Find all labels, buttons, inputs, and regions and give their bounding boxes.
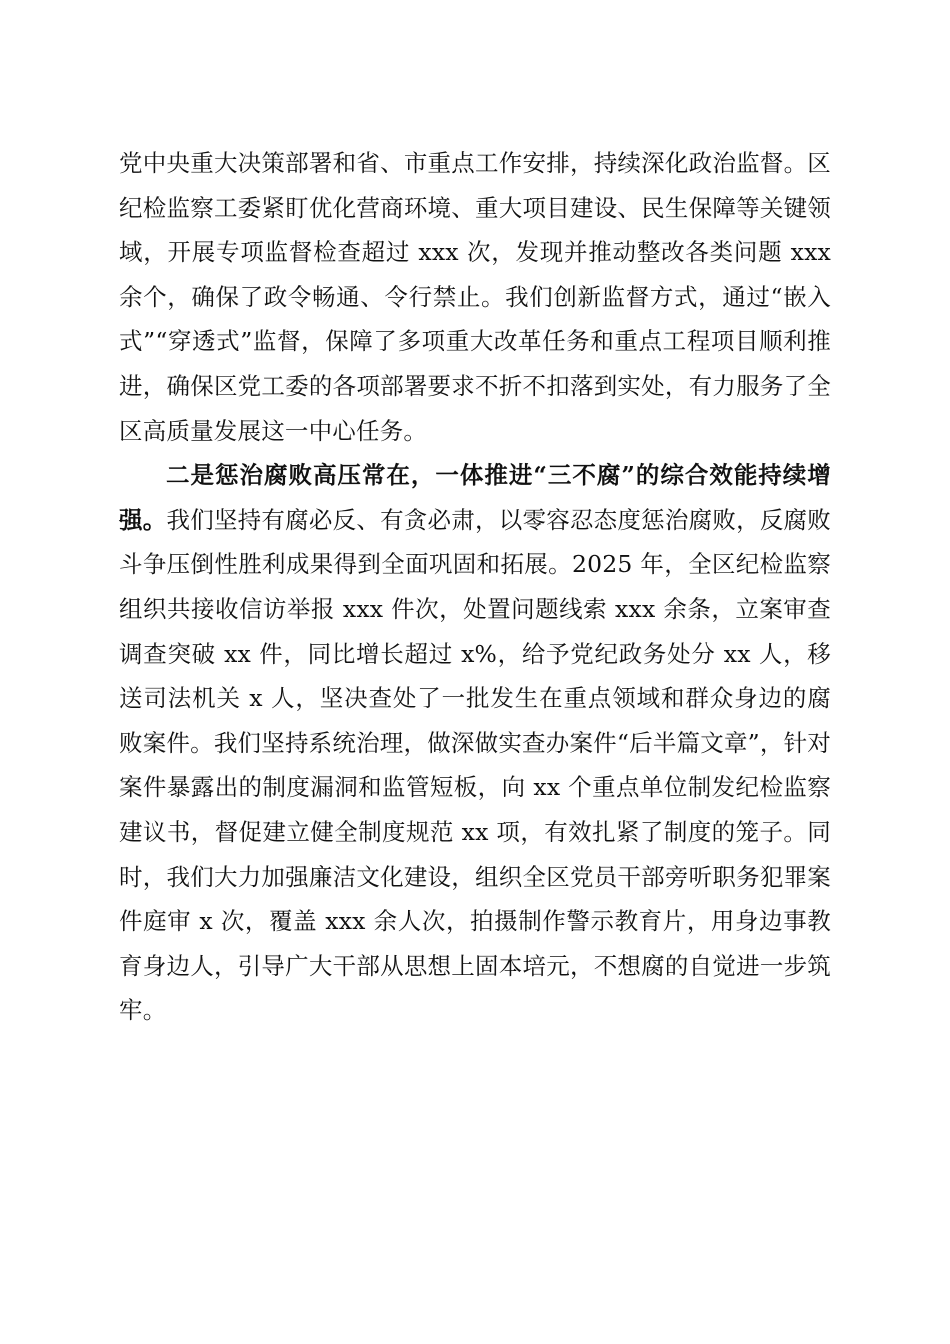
paragraph-political-supervision	[119, 141, 831, 453]
document-body	[119, 141, 831, 1033]
paragraph-anti-corruption	[119, 453, 831, 1033]
paragraph-text: 党中央重大决策部署和省、市重点工作安排，持续深化政治监督。区纪检监察工委紧盯优化营商环境、重大项目建设、民生保障等关键领域，开展专项监督检查超过 xxx 次，发现并推动整改各类问题 xxx 余个，确保了政令畅通、令行禁止。我们创新监督方式，通过“嵌入式”“穿透式”监督，保障了多项重大改革任务和重点工程项目顺利推进，确保区党工委的各项部署要求不折不扣落到实处，有力服务了全区高质量发展这一中心任务。	[119, 149, 831, 445]
paragraph-text: 我们坚持有腐必反、有贪必肃，以零容忍态度惩治腐败，反腐败斗争压倒性胜利成果得到全面巩固和拓展。2025 年，全区纪检监察组织共接收信访举报 xxx 件次，处置问题线索 xxx 余条，立案审查调查突破 xx 件，同比增长超过 x%，给予党纪政务处分 xx 人，移送司法机关 x 人，坚决查处了一批发生在重点领域和群众身边的腐败案件。我们坚持系统治理，做深做实查办案件“后半篇文章”，针对案件暴露出的制度漏洞和监管短板，向 xx 个重点单位制发纪检监察建议书，督促建立健全制度规范 xx 项，有效扎紧了制度的笼子。同时，我们大力加强廉洁文化建设，组织全区党员干部旁听职务犯罪案件庭审 x 次，覆盖 xxx 余人次，拍摄制作警示教育片，用身边事教育身边人，引导广大干部从思想上固本培元，不想腐的自觉进一步筑牢。	[119, 505, 831, 1025]
paragraph-lead: 二是惩治腐败高压常在，一体推进“三不腐”的综合效能持续增强。	[119, 461, 831, 534]
